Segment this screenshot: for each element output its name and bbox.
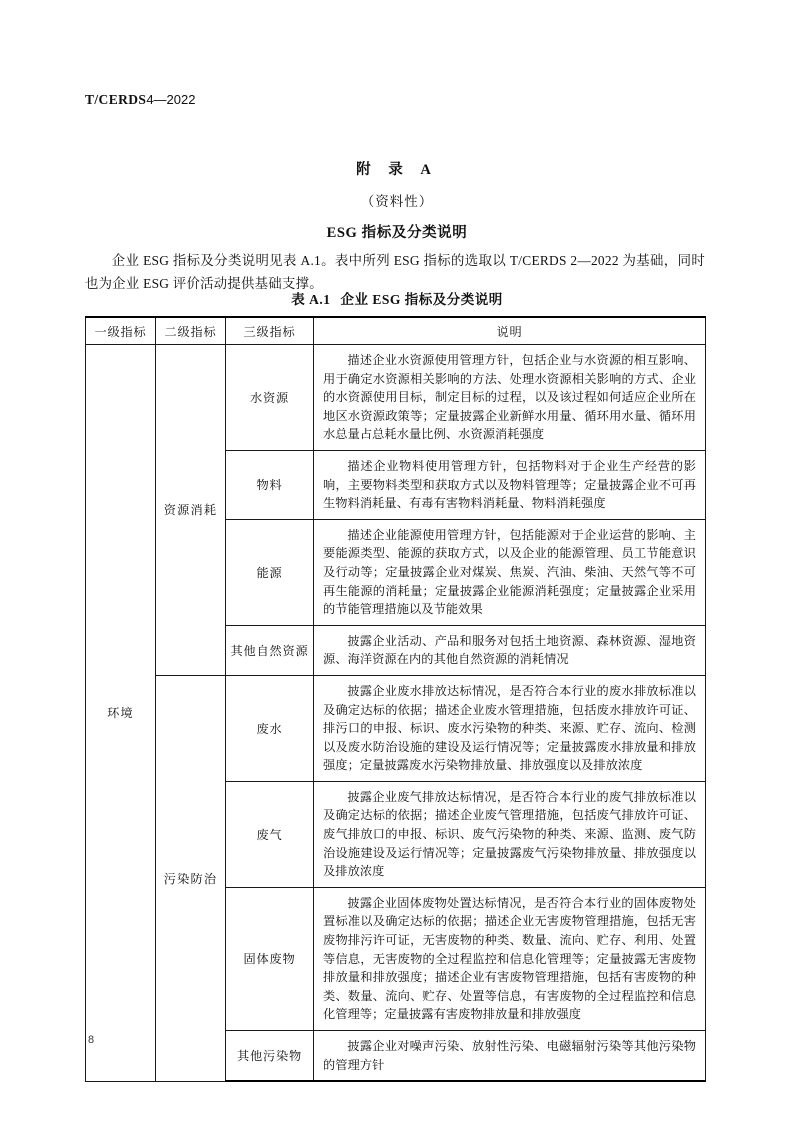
- cell-level2-resource-consumption: 资源消耗: [156, 345, 226, 676]
- annex-kind: （资料性）: [360, 194, 434, 209]
- esg-table-container: [85, 316, 705, 1082]
- standard-number: 4—2022: [146, 92, 196, 107]
- standard-code: T/CERDS: [85, 92, 147, 107]
- cell-level3-other-natural-resources: 其他自然资源: [226, 625, 314, 675]
- table-head: [86, 317, 706, 345]
- cell-level3-other-pollutants: 其他污染物: [226, 1031, 314, 1082]
- cell-description-water: 描述企业水资源使用管理方针，包括企业与水资源的相互影响、用于确定水资源相关影响的方法、处理水资源相关影响的方式、企业的水资源使用目标，制定目标的过程，以及该过程如何适应企业所在地区水资源政策等；定量披露企业新鲜水用量、循环用水量、循环用水总量占总耗水量比例、水资源消耗强度: [314, 345, 706, 451]
- cell-level2-pollution-control: 污染防治: [156, 675, 226, 1081]
- cell-level3-waste-gas: 废气: [226, 781, 314, 887]
- cell-description-other-pollutants: 披露企业对噪声污染、放射性污染、电磁辐射污染等其他污染物的管理方针: [314, 1031, 706, 1082]
- document-header: [85, 92, 195, 108]
- cell-description-other-natural-resources: 披露企业活动、产品和服务对包括土地资源、森林资源、湿地资源、海洋资源在内的其他自然资源的消耗情况: [314, 625, 706, 675]
- table-body: [86, 345, 706, 1082]
- cell-level1-environment: 环境: [86, 345, 156, 1082]
- cell-level3-solid-waste: 固体废物: [226, 887, 314, 1030]
- table-row: [86, 345, 706, 451]
- cell-level3-materials: 物料: [226, 450, 314, 519]
- annex-label: 附 录 A: [356, 162, 438, 178]
- cell-description-wastewater: 披露企业废水排放达标情况，是否符合本行业的废水排放标准以及确定达标的依据；描述企业废水管理措施，包括废水排放许可证、排污口的申报、标识、废水污染物的种类、来源、贮存、流向、检测以及废水防治设施的建设及运行情况等；定量披露废水排放量和排放强度；定量披露废水污染物排放量、排放强度以及排放浓度: [314, 675, 706, 781]
- cell-description-solid-waste: 披露企业固体废物处置达标情况，是否符合本行业的固体废物处置标准以及确定达标的依据；描述企业无害废物管理措施，包括无害废物排污许可证，无害废物的种类、数量、流向、贮存、利用、处置等信息，无害废物的全过程监控和信息化管理等；定量披露无害废物排放量和排放强度；描述企业有害废物管理措施，包括有害废物的种类、数量、流向、贮存、处置等信息，有害废物的全过程监控和信息化管理等；定量披露有害废物排放量和排放强度: [314, 887, 706, 1030]
- column-header-description: 说明: [314, 317, 706, 345]
- cell-level3-energy: 能源: [226, 519, 314, 625]
- column-header-level3: 三级指标: [226, 317, 314, 345]
- table-row: [86, 675, 706, 781]
- column-header-level2: 二级指标: [156, 317, 226, 345]
- table-caption-number: 表 A.1: [291, 292, 331, 307]
- intro-paragraph: 企业 ESG 指标及分类说明见表 A.1。表中所列 ESG 指标的选取以 T/CERDS 2—2022 为基础，同时也为企业 ESG 评价活动提供基础支撑。: [85, 253, 705, 292]
- cell-description-waste-gas: 披露企业废气排放达标情况，是否符合本行业的废气排放标准以及确定达标的依据；描述企业废气管理措施，包括废气排放许可证、废气排放口的申报、标识、废气污染物的种类、来源、监测、废气防治设施建设及运行情况等；定量披露废气污染物排放量、排放强度以及排放浓度: [314, 781, 706, 887]
- table-caption-title: 企业 ESG 指标及分类说明: [340, 292, 503, 307]
- cell-description-energy: 描述企业能源使用管理方针，包括能源对于企业运营的影响、主要能源类型、能源的获取方式，以及企业的能源管理、员工节能意识及行动等；定量披露企业对煤炭、焦炭、汽油、柴油、天然气等不可再生能源的消耗量；定量披露企业能源消耗强度；定量披露企业采用的节能管理措施以及节能效果: [314, 519, 706, 625]
- table-header-row: [86, 317, 706, 345]
- cell-level3-wastewater: 废水: [226, 675, 314, 781]
- cell-level3-water: 水资源: [226, 345, 314, 451]
- esg-indicator-table: [85, 316, 706, 1082]
- page-number: 8: [88, 1034, 95, 1046]
- annex-title: ESG 指标及分类说明: [326, 225, 468, 241]
- column-header-level1: 一级指标: [86, 317, 156, 345]
- cell-description-materials: 描述企业物料使用管理方针，包括物料对于企业生产经营的影响，主要物料类型和获取方式以及物料管理等；定量披露企业不可再生物料消耗量、有毒有害物料消耗量、物料消耗强度: [314, 450, 706, 519]
- table-caption: [0, 288, 794, 308]
- annex-heading-block: [0, 158, 794, 242]
